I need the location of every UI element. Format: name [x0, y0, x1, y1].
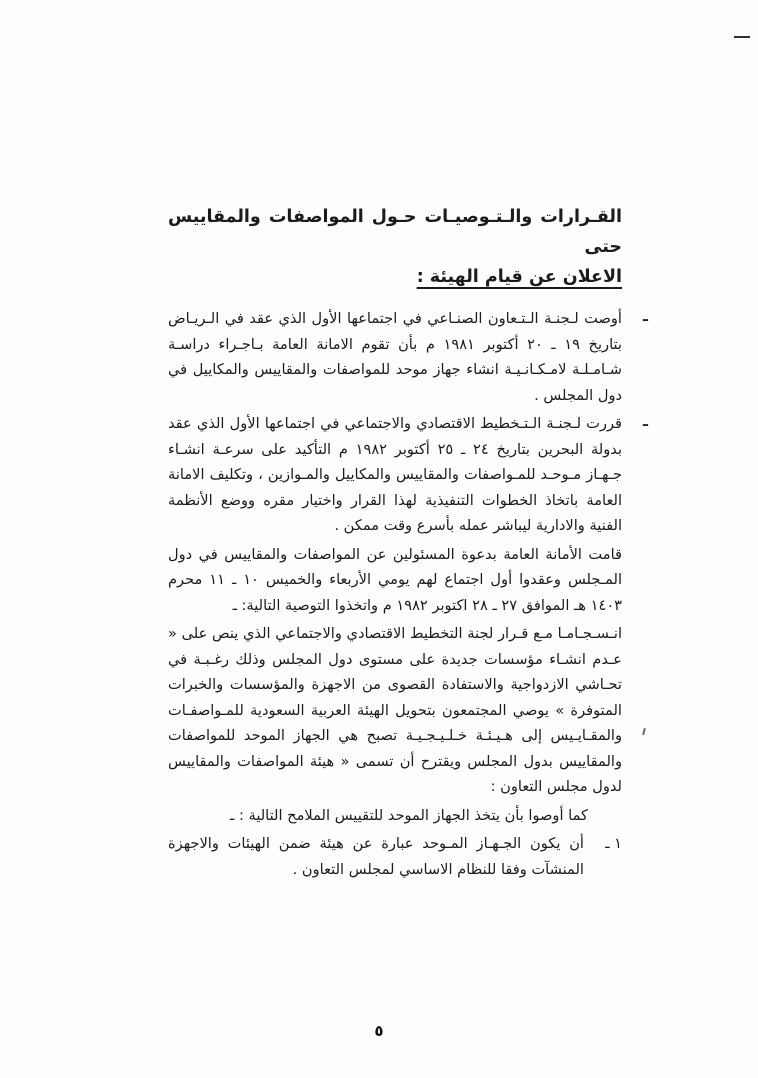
page-margin-mark [734, 36, 750, 38]
paragraph-2 [168, 411, 648, 539]
heading-line-2: الاعلان عن قيام الهيئة : [416, 267, 622, 287]
paragraph-5 [168, 803, 622, 829]
numbered-item-1-text: أن يكون الجـهـاز المـوحد عبارة عن هيئة ضمن الهيئات والاجهزة المنشآت وفقا للنظام الاساسي لمجلس التعاون . [168, 835, 584, 878]
paragraph-1-text: أوصت لـجنـة الـتـعاون الصنـاعي في اجتماعها الأول الذي عقد في الـريـاض بتاريخ ١٩ ـ ٢٠ أكتوبر ١٩٨١ م بأن تقوم الامانة العامة بـاجـراء دراسـة شـامـلـة لامـكـانـيـة انشاء جهاز موحد للمواصفات والمقاييس والمكاييل في دول المجلس . [168, 310, 622, 404]
paragraph-3 [168, 542, 622, 619]
paragraph-2-text: قررت لـجنـة الـتـخطيط الاقتصادي والاجتماعي في اجتماعها الأول الذي عقد بدولة البحرين بتاريخ ٢٤ ـ ٢٥ أكتوبر ١٩٨٢ م التأكيد على سرعـة انشـاء جـهـاز مـوحـد للمـواصفات والمقاييس والمكاييل والمـوازين ، وتكليف الامانة العامة باتخاذ الخطوات التنفيذية لهذا القرار واختيار مقره ووضع الأنظمة الفنية والادارية ليباشر عمله بأسرع وقت ممكن . [168, 415, 623, 534]
page-title [168, 202, 622, 292]
item-number: ١ ـ [605, 835, 622, 852]
numbered-item-1 [168, 831, 622, 882]
paragraph-3-text: قامت الأمانة العامة بدعوة المسئولين عن المواصفات والمقاييس في دول المـجلس وعقدوا أول اجتماع لهم يومي الأربعاء والخميس ١٠ ـ ١١ محرم ١٤٠٣ هـ الموافق ٢٧ ـ ٢٨ اكتوبر ١٩٨٢ م واتخذوا التوصية التالية: ـ [168, 545, 623, 614]
document-content [168, 202, 648, 882]
paragraph-4 [168, 621, 622, 800]
paragraph-1 [168, 306, 648, 408]
paragraph-5-text: كما أوصوا بأن يتخذ الجهاز الموحد للتقييس الملامح التالية : ـ [230, 806, 588, 824]
page-number: ٥ [374, 1022, 384, 1040]
paragraph-4-text: انـسـجـامـا مـع قـرار لجنة التخطيط الاقتصادي والاجتماعي الذي ينص على « عـدم انشـاء مؤسسات جديدة على مستوى دول المجلس وذلك رغـبـة في تحـاشي الازدواجية والاستفادة القصوى من الاجهزة والمؤسسات والخبرات المتوفرة » يوصي المجتمعون بتحويل الهيئة العربية السعودية للمـواصفـات والمقـايـيس إلى هـيـئـة خـلـيـجـيـة تصبح هي الجهاز الموحد للمواصفات والمقاييس بدول المجلس ويقترح أن تسمى « هيئة المواصفات والمقاييس لدول مجلس التعاون : [168, 625, 622, 795]
heading-line-1: القـرارات والـتـوصيـات حـول المواصفات والمقاييس حتى [168, 207, 622, 257]
document-body [168, 306, 648, 882]
bullet-dash-icon: ـ [643, 308, 648, 325]
scan-artifact-mark [642, 728, 646, 735]
bullet-dash-icon: ـ [643, 413, 648, 430]
